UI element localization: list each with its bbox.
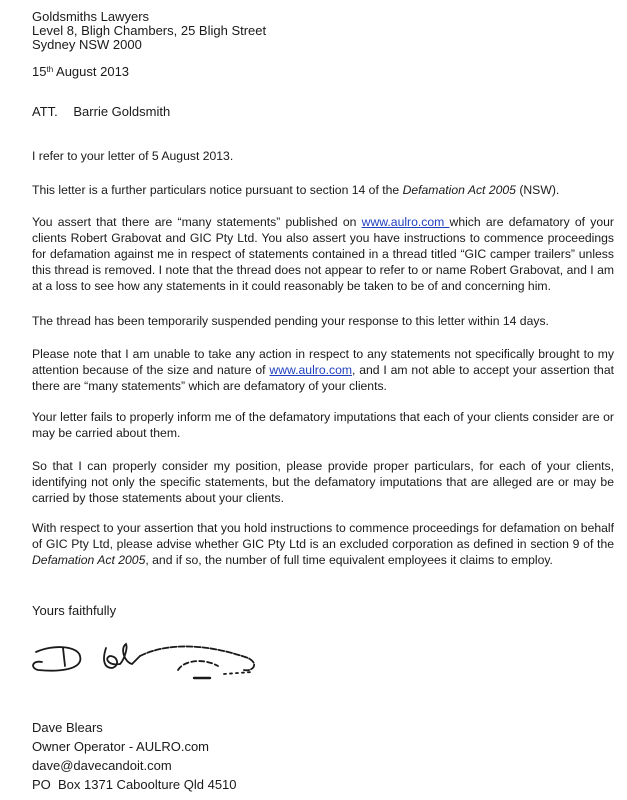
paragraph-8-text: With respect to your assertion that you hold instructions to commence proceedings for defamation on behalf of GIC Pty Ltd, please advise whether GIC Pty Ltd is an excluded corporation as defined in section 9 of the	[32, 521, 614, 551]
paragraph-3-text: You assert that there are “many statements” published on	[32, 215, 362, 229]
act-title: Defamation Act 2005	[402, 183, 516, 197]
closing: Yours faithfully	[32, 603, 117, 618]
date-rest: August 2013	[53, 64, 130, 79]
sender-address: PO Box 1371 Caboolture Qld 4510	[32, 777, 237, 792]
paragraph-7: So that I can properly consider my position, please provide proper particulars, for each of your clients, identifying not only the specific statements, but the defamatory imputations that are alleged are or may be carried by those statements about your clients.	[32, 459, 614, 505]
paragraph-3	[32, 214, 614, 294]
date-day: 15	[32, 64, 47, 79]
recipient-address	[32, 10, 266, 52]
attention-line	[32, 104, 170, 119]
sender-block	[32, 718, 237, 794]
aulro-link[interactable]: www.aulro.com	[269, 363, 353, 377]
attention-label: ATT.	[32, 104, 58, 119]
aulro-link[interactable]: www.aulro.com	[361, 215, 450, 229]
recipient-address-line2: Sydney NSW 2000	[32, 37, 142, 52]
recipient-address-line1: Level 8, Bligh Chambers, 25 Bligh Street	[32, 23, 267, 38]
sender-name: Dave Blears	[32, 720, 103, 735]
paragraph-5-text-end: , and I am not able to accept your assertion that there are “many statements” which are defamatory of your clients.	[32, 363, 614, 393]
paragraph-5-text: Please note that I am unable to take any action in respect to any statements not specifically brought to my attention because of the size and nature of	[32, 347, 614, 377]
recipient-firm: Goldsmiths Lawyers	[32, 9, 150, 24]
paragraph-2	[32, 182, 614, 198]
signature-icon	[28, 630, 268, 695]
paragraph-6: Your letter fails to properly inform me of the defamatory imputations that each of your clients consider are or may be carried about them.	[32, 410, 614, 440]
paragraph-2-text: This letter is a further particulars notice pursuant to section 14 of the	[32, 183, 403, 197]
paragraph-5	[32, 346, 614, 394]
paragraph-3-text-end: which are defamatory of your clients Robert Grabovat and GIC Pty Ltd. You also assert you have instructions to commence proceedings for defamation against me in respect of statements contained in a thread titled “GIC camper trailers” unless this thread is removed. I note that the thread does not appear to refer to or name Robert Grabovat, and I am at a loss to see how any statements in it could reasonably be taken to be of and concerning him.	[32, 215, 614, 293]
paragraph-8-text-end: , and if so, the number of full time equivalent employees it claims to employ.	[145, 553, 553, 567]
paragraph-2-text-end: (NSW).	[515, 183, 560, 197]
sender-title: Owner Operator - AULRO.com	[32, 739, 209, 754]
date-suffix: th	[46, 65, 54, 74]
act-title: Defamation Act 2005	[32, 553, 146, 567]
sender-email: dave@davecandoit.com	[32, 758, 172, 773]
paragraph-8	[32, 520, 614, 568]
paragraph-4: The thread has been temporarily suspended pending your response to this letter within 14 days.	[32, 314, 549, 328]
letter-date	[32, 64, 129, 79]
attention-name: Barrie Goldsmith	[73, 104, 171, 119]
paragraph-1: I refer to your letter of 5 August 2013.	[32, 149, 234, 163]
